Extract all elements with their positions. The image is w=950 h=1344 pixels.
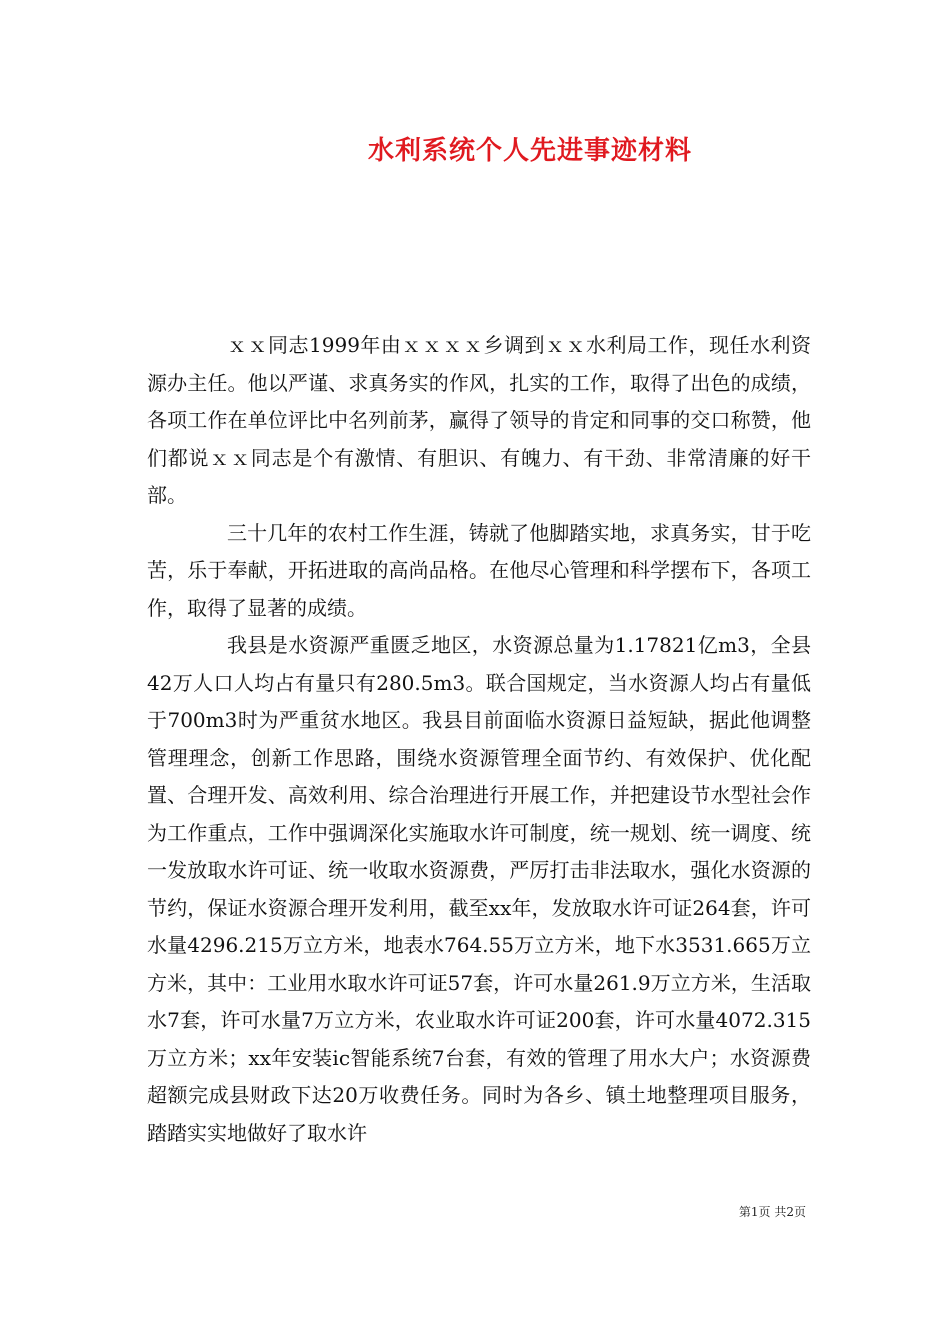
paragraph-1: ｘｘ同志1999年由ｘｘｘｘ乡调到ｘｘ水利局工作，现任水利资源办主任。他以严谨、求真务实的作风，扎实的工作，取得了出色的成绩，各项工作在单位评比中名列前茅，赢得了领导的肯定和同事的交口称赞，他们都说ｘｘ同志是个有激情、有胆识、有魄力、有干劲、非常清廉的好干部。 xyxy=(147,333,811,507)
paragraph-3: 我县是水资源严重匮乏地区，水资源总量为1.17821亿m3，全县42万人口人均占有量只有280.5m3。联合国规定，当水资源人均占有量低于700m3时为严重贫水地区。我县目前面临水资源日益短缺，据此他调整管理理念，创新工作思路，围绕水资源管理全面节约、有效保护、优化配置、合理开发、高效利用、综合治理进行开展工作，并把建设节水型社会作为工作重点，工作中强调深化实施取水许可制度，统一规划、统一调度、统一发放取水许可证、统一收取水资源费，严厉打击非法取水，强化水资源的节约，保证水资源合理开发利用，截至xx年，发放取水许可证264套，许可水量4296.215万立方米，地表水764.55万立方米，地下水3531.665万立方米，其中：工业用水取水许可证57套，许可水量261.9万立方米，生活取水7套，许可水量7万立方米，农业取水许可证200套，许可水量4072.315万立方米；xx年安装ic智能系统7台套，有效的管理了用水大户；水资源费超额完成县财政下达20万收费任务。同时为各乡、镇土地整理项目服务，踏踏实实地做好了取水许 xyxy=(147,633,811,1145)
page-number-footer: 第1页 共2页 xyxy=(738,1205,806,1219)
document-title: 水利系统个人先进事迹材料 xyxy=(367,136,692,166)
paragraph-2: 三十几年的农村工作生涯，铸就了他脚踏实地，求真务实，甘于吃苦，乐于奉献，开拓进取的高尚品格。在他尽心管理和科学摆布下，各项工作，取得了显著的成绩。 xyxy=(147,520,811,620)
document-body xyxy=(147,327,811,1152)
